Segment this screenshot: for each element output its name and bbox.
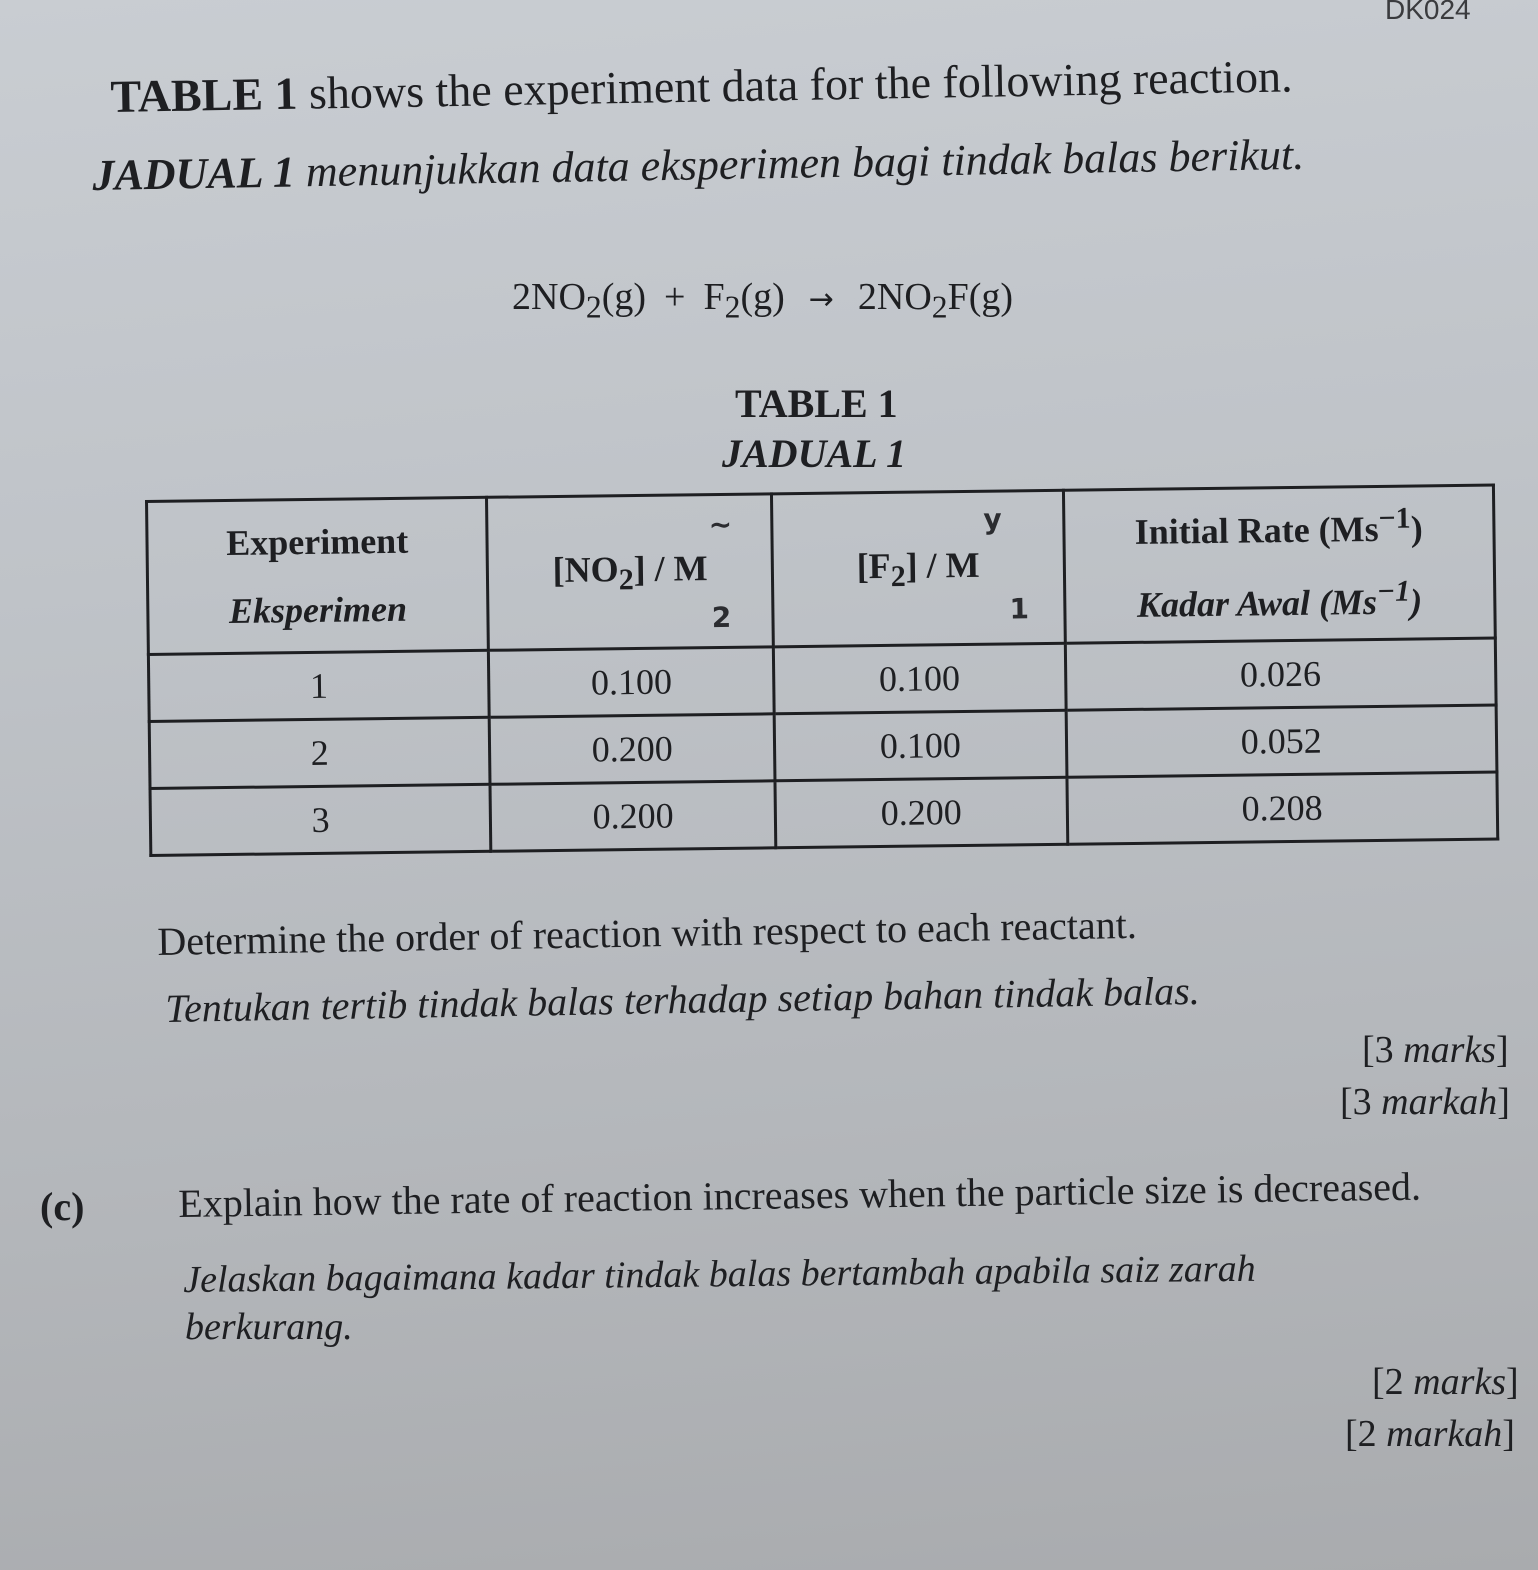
cell-experiment: 3 — [150, 784, 491, 855]
header-f2-sub: 2 — [890, 560, 906, 594]
data-table-container — [145, 484, 1499, 857]
eq-reactant1-state: (g) — [601, 276, 647, 318]
cell-rate: 0.026 — [1065, 638, 1496, 710]
intro-malay-text: menunjukkan data eksperimen bagi tindak balas berikut. — [294, 129, 1305, 197]
question-c-marks-malay: [2 markah] — [1345, 1413, 1515, 1455]
cell-no2: 0.200 — [490, 714, 776, 784]
eq-arrow: → — [808, 282, 834, 317]
cell-no2: 0.100 — [489, 647, 775, 717]
header-experiment-en: Experiment — [225, 520, 409, 563]
header-no2-sub: 2 — [618, 563, 634, 597]
header-f2 — [772, 490, 1065, 647]
eq-reactant2-state: (g) — [740, 276, 785, 318]
eq-product-rest: F(g) — [947, 276, 1014, 318]
intro-table-ref: TABLE 1 — [110, 67, 298, 122]
cell-rate: 0.208 — [1066, 772, 1497, 844]
question-c-english: Explain how the rate of reaction increases when the particle size is decreased. — [178, 1163, 1422, 1226]
header-experiment-ms: Eksperimen — [228, 588, 408, 631]
cell-f2: 0.100 — [774, 710, 1066, 781]
intro-english — [110, 49, 1293, 123]
question-c-label: (c) — [40, 1184, 85, 1229]
cell-rate: 0.052 — [1066, 705, 1497, 777]
pen-mark-no2-top: ~ — [708, 507, 733, 542]
marks-word: markah — [1386, 1413, 1503, 1455]
header-rate-en-sup: −1 — [1378, 501, 1411, 535]
question-c-malay-line1: Jelaskan bagaimana kadar tindak balas bertambah apabila saiz zarah — [183, 1247, 1256, 1301]
intro-english-text: shows the experiment data for the following reaction. — [297, 50, 1293, 119]
eq-plus: + — [664, 276, 686, 318]
header-rate-ms — [1065, 562, 1493, 641]
pen-mark-no2-bottom: 2 — [711, 600, 732, 634]
question-c-marks-english: [2 marks] — [1372, 1361, 1519, 1403]
cell-f2: 0.200 — [775, 777, 1067, 848]
pen-mark-f2-top: y — [983, 502, 1002, 536]
intro-jadual-ref: JADUAL 1 — [92, 147, 296, 200]
cell-f2: 0.100 — [773, 643, 1065, 714]
header-rate-en-text: Initial Rate (Ms — [1134, 508, 1379, 552]
cell-experiment: 1 — [148, 650, 489, 721]
header-experiment — [147, 497, 489, 654]
table-caption-english: TABLE 1 — [735, 381, 898, 426]
cell-no2: 0.200 — [490, 781, 776, 851]
marks-word: marks — [1403, 1029, 1497, 1071]
header-rate-ms-close: ) — [1409, 581, 1423, 622]
question-b-marks-malay: [3 markah] — [1340, 1081, 1510, 1123]
page-code: DK024 — [1385, 0, 1471, 25]
reaction-equation — [512, 275, 1013, 326]
eq-reactant1-sub: 2 — [585, 289, 602, 325]
marks-word: markah — [1381, 1081, 1498, 1123]
eq-reactant2-sub: 2 — [724, 289, 741, 325]
eq-reactant2: F — [703, 276, 725, 318]
header-no2-open: [NO — [552, 549, 619, 591]
data-table — [145, 484, 1499, 857]
header-no2 — [487, 494, 774, 650]
header-rate — [1063, 485, 1495, 643]
header-rate-ms-text: Kadar Awal (Ms — [1136, 581, 1378, 625]
eq-product-sub: 2 — [931, 289, 948, 325]
header-f2-close: ] / M — [905, 545, 980, 587]
cell-experiment: 2 — [149, 717, 490, 788]
table-caption-malay: JADUAL 1 — [722, 431, 907, 476]
marks-word: marks — [1413, 1361, 1507, 1403]
question-b-malay: Tentukan tertib tindak balas terhadap setiap bahan tindak balas. — [165, 967, 1201, 1031]
eq-reactant1: 2NO — [512, 276, 586, 318]
header-rate-en-close: ) — [1410, 508, 1423, 549]
pen-mark-f2-side: 1 — [1009, 592, 1030, 626]
eq-product: 2NO — [857, 276, 932, 318]
table-header-row — [147, 485, 1496, 654]
question-b-english: Determine the order of reaction with respect to each reactant. — [157, 901, 1138, 964]
header-rate-en — [1065, 488, 1493, 567]
intro-malay — [92, 129, 1305, 201]
header-f2-open: [F — [856, 546, 891, 587]
question-b-marks-english: [3 marks] — [1362, 1029, 1509, 1071]
header-rate-ms-sup: −1 — [1376, 574, 1411, 608]
header-no2-close: ] / M — [633, 548, 708, 590]
question-c-malay-line2: berkurang. — [185, 1306, 353, 1348]
